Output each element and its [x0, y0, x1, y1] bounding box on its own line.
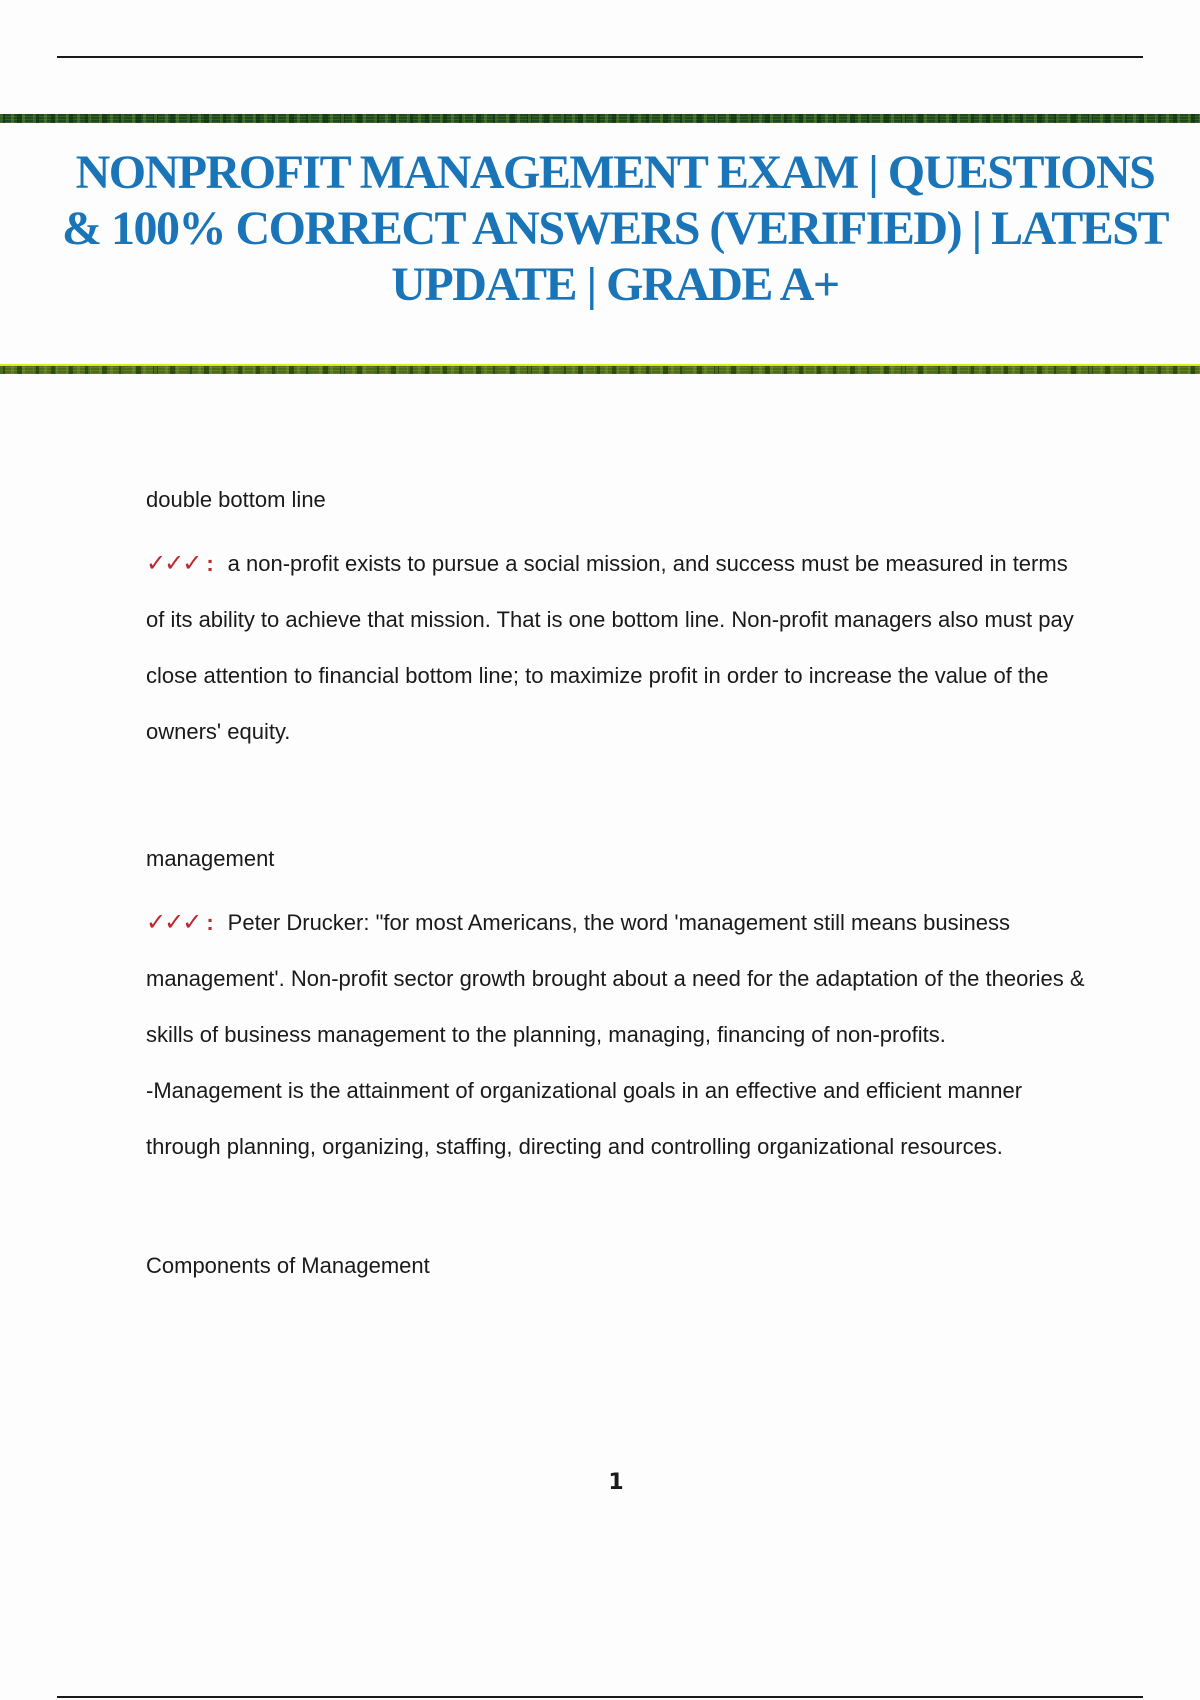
answer-colon: :	[206, 551, 214, 576]
document-title: NONPROFIT MANAGEMENT EXAM | QUESTIONS & 100% CORRECT ANSWERS (VERIFIED) | LATEST UPDATE | GRADE A+	[62, 146, 1168, 311]
question-term: management	[146, 846, 275, 871]
title-band-bottom	[0, 364, 1200, 374]
question-term: double bottom line	[146, 487, 326, 512]
answer-text	[146, 894, 1091, 1063]
answer-extra: -Management is the attainment of organizational goals in an effective and efficient manner through planning, organizing, staffing, directing and controlling organizational resources.	[146, 1078, 1023, 1159]
title-band-top	[0, 114, 1200, 123]
qa-entry	[146, 1251, 1091, 1281]
footer-rule	[57, 1696, 1143, 1698]
document-body	[146, 485, 1091, 1351]
answer-colon: :	[206, 910, 214, 935]
header-rule	[57, 56, 1143, 58]
answer-body: a non-profit exists to pursue a social mission, and success must be measured in terms of its ability to achieve that mission. That is one bottom line. Non-profit managers also must pay close attention to financial bottom line; to maximize profit in order to increase the value of the owners' equity.	[146, 551, 1074, 744]
checkmark-icon: ✓✓✓	[146, 549, 201, 577]
checkmark-icon: ✓✓✓	[146, 908, 201, 936]
answer-body: Peter Drucker: "for most Americans, the word 'management still means business management'. Non-profit sector growth brought about a need for the adaptation of the theories & skills of business management to the planning, managing, financing of non-profits.	[146, 910, 1085, 1047]
question-term: Components of Management	[146, 1253, 430, 1278]
qa-entry	[146, 844, 1091, 1189]
page-number: 1	[608, 1470, 624, 1495]
answer-text	[146, 535, 1091, 760]
qa-entry	[146, 485, 1091, 774]
